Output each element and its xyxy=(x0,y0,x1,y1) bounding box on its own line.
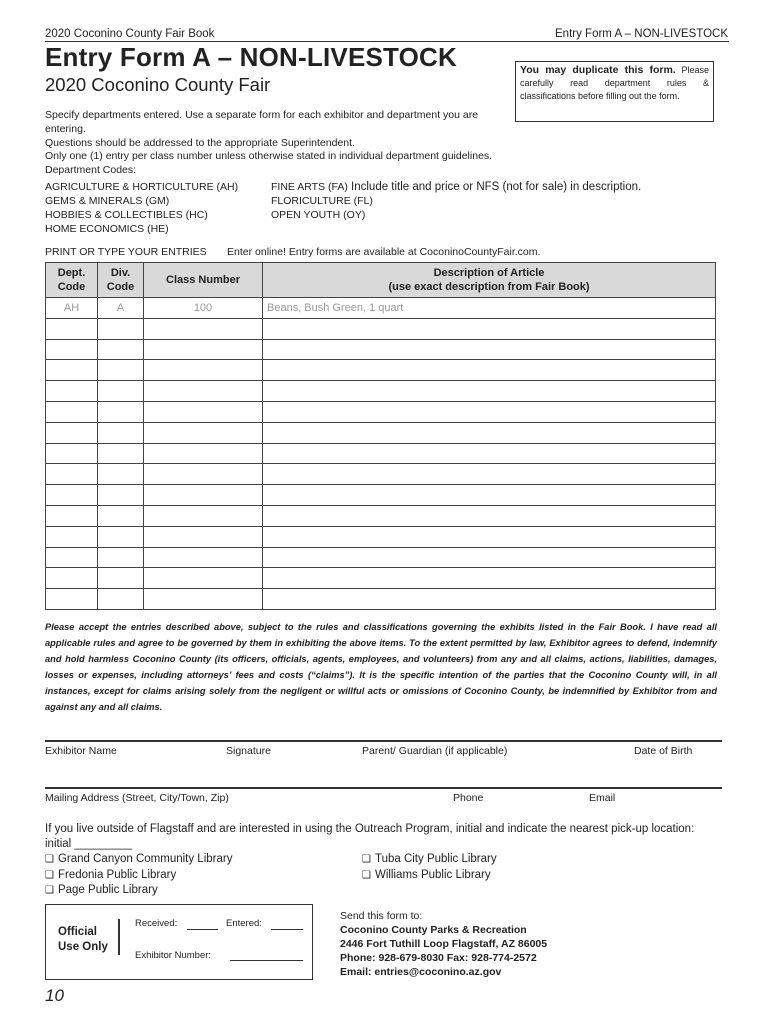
dept-code: AGRICULTURE & HORTICULTURE (AH) xyxy=(45,181,239,193)
table-header-row xyxy=(46,263,716,298)
class-number-cell[interactable] xyxy=(144,547,263,568)
dept-code-note: Include title and price or NFS (not for sale) in description. xyxy=(347,181,642,193)
dept-code: OPEN YOUTH (OY) xyxy=(271,209,366,221)
dept-code-cell[interactable] xyxy=(46,526,98,547)
official-use-box xyxy=(45,904,313,980)
online-note: Enter online! Entry forms are available at CoconinoCountyFair.com. xyxy=(227,246,541,258)
div-code-cell[interactable] xyxy=(98,547,144,568)
dept-codes-right xyxy=(271,180,641,222)
outreach-text: If you live outside of Flagstaff and are interested in using the Outreach Program, initial and indicate the nearest pick-up location: initial _________ xyxy=(45,823,695,850)
dept-code-cell[interactable] xyxy=(46,568,98,589)
email-label: Email xyxy=(589,792,616,804)
div-code-cell[interactable] xyxy=(98,526,144,547)
description-cell[interactable] xyxy=(263,422,716,443)
description-cell[interactable] xyxy=(263,589,716,610)
table-row xyxy=(46,526,716,547)
address-line[interactable] xyxy=(45,787,722,789)
description-cell[interactable] xyxy=(263,443,716,464)
instructions xyxy=(45,109,515,178)
page-number: 10 xyxy=(45,986,64,1005)
table-row xyxy=(46,568,716,589)
checkbox-icon[interactable]: ❑ xyxy=(45,869,54,881)
class-number-cell[interactable] xyxy=(144,443,263,464)
class-number-header: Class Number xyxy=(144,263,263,298)
library-list-left xyxy=(45,852,232,899)
dept-code-cell[interactable] xyxy=(46,422,98,443)
dept-code-header: Dept. Code xyxy=(46,263,98,298)
instruction-line: Only one (1) entry per class number unless otherwise stated in individual department guidelines. xyxy=(45,150,493,163)
running-header-book: 2020 Coconino County Fair Book xyxy=(45,28,215,40)
table-row xyxy=(46,464,716,485)
phone-label: Phone xyxy=(453,792,484,804)
instruction-line: Questions should be addressed to the appropriate Superintendent. xyxy=(45,136,355,149)
div-code-cell[interactable] xyxy=(98,339,144,360)
library-option[interactable]: ❑ Williams Public Library xyxy=(362,868,491,881)
description-cell[interactable] xyxy=(263,568,716,589)
class-number-cell[interactable] xyxy=(144,589,263,610)
official-label: Official Use Only xyxy=(58,926,108,953)
example-dept: AH xyxy=(46,298,98,319)
instruction-line: Department Codes: xyxy=(45,164,137,177)
description-cell[interactable] xyxy=(263,360,716,381)
description-cell[interactable] xyxy=(263,505,716,526)
signature-label: Signature xyxy=(226,745,271,757)
table-row xyxy=(46,547,716,568)
send-email: Email: entries@coconino.az.gov xyxy=(340,966,502,978)
dob-label: Date of Birth xyxy=(634,745,693,757)
dept-code-cell[interactable] xyxy=(46,318,98,339)
entries-table xyxy=(45,262,716,610)
div-code-cell[interactable] xyxy=(98,360,144,381)
div-code-cell[interactable] xyxy=(98,464,144,485)
page-subtitle: 2020 Coconino County Fair xyxy=(45,74,271,95)
dept-code-cell[interactable] xyxy=(46,339,98,360)
received-label: Received: xyxy=(135,918,178,929)
send-to-block xyxy=(340,909,547,979)
guardian-label: Parent/ Guardian (if applicable) xyxy=(362,745,508,757)
div-code-cell[interactable] xyxy=(98,381,144,402)
duplicate-note-box xyxy=(515,61,714,122)
class-number-cell[interactable] xyxy=(144,360,263,381)
div-code-cell[interactable] xyxy=(98,568,144,589)
div-code-cell[interactable] xyxy=(98,485,144,506)
dept-code-cell[interactable] xyxy=(46,589,98,610)
div-code-cell[interactable] xyxy=(98,401,144,422)
example-row xyxy=(46,298,716,319)
official-divider xyxy=(118,919,120,955)
description-cell[interactable] xyxy=(263,526,716,547)
example-description: Beans, Bush Green, 1 quart xyxy=(263,298,716,319)
print-instructions: PRINT OR TYPE YOUR ENTRIES xyxy=(45,246,207,258)
description-cell[interactable] xyxy=(263,485,716,506)
div-code-cell[interactable] xyxy=(98,318,144,339)
class-number-cell[interactable] xyxy=(144,526,263,547)
dept-code: FINE ARTS (FA) xyxy=(271,181,348,193)
class-number-cell[interactable] xyxy=(144,485,263,506)
div-code-cell[interactable] xyxy=(98,505,144,526)
instruction-line: Specify departments entered. Use a separate form for each exhibitor and department you are entering. xyxy=(45,109,479,135)
send-intro: Send this form to: xyxy=(340,910,423,922)
description-cell[interactable] xyxy=(263,464,716,485)
dept-code-cell[interactable] xyxy=(46,464,98,485)
library-option[interactable]: ❑ Page Public Library xyxy=(45,884,158,896)
table-row xyxy=(46,318,716,339)
dept-code-cell[interactable] xyxy=(46,505,98,526)
signature-line[interactable] xyxy=(45,740,722,742)
address-label: Mailing Address (Street, City/Town, Zip) xyxy=(45,792,229,804)
div-code-cell[interactable] xyxy=(98,589,144,610)
received-field[interactable] xyxy=(187,929,218,930)
legal-agreement: Please accept the entries described above, subject to the rules and classifications governing the exhibits listed in the Fair Book. I have read all applicable rules and agree to be governed by them in exhibiting the above items. To the extent permitted by law, Exhibitor agrees to defend, indemnify and hold harmless Coconino County (its officers, officials, agents, employees, and volunteers) from any and all claims, actions, liabilities, damages, losses or expenses, including attorneys’ fees and costs (“claims”). It is the specific intention of the parties that the Coconino County will, in all instances, except for claims arising solely from the negligent or willful acts or omissions of Coconino County, be indemnified by Exhibitor from and against any and all claims. xyxy=(45,622,717,712)
checkbox-icon[interactable]: ❑ xyxy=(45,854,54,865)
div-code-cell[interactable] xyxy=(98,422,144,443)
description-header: Description of Article (use exact description from Fair Book) xyxy=(263,263,716,298)
exhibitor-number-label: Exhibitor Number: xyxy=(135,950,212,961)
exhibitor-number-field[interactable] xyxy=(230,960,303,961)
running-header-form: Entry Form A – NON-LIVESTOCK xyxy=(555,28,728,40)
library-option[interactable]: ❑ Fredonia Public Library xyxy=(45,868,177,881)
send-org: Coconino County Parks & Recreation xyxy=(340,924,527,936)
table-row xyxy=(46,422,716,443)
class-number-cell[interactable] xyxy=(144,401,263,422)
exhibitor-name-label: Exhibitor Name xyxy=(45,745,117,757)
table-row xyxy=(46,589,716,610)
send-phones: Phone: 928-679-8030 Fax: 928-774-2572 xyxy=(340,952,537,964)
dept-code-cell[interactable] xyxy=(46,401,98,422)
description-cell[interactable] xyxy=(263,401,716,422)
duplicate-note-text: Please carefully read department rules & classifications before filling out the form. xyxy=(520,65,709,101)
class-number-cell[interactable] xyxy=(144,339,263,360)
class-number-cell[interactable] xyxy=(144,422,263,443)
table-row xyxy=(46,360,716,381)
dept-code-cell[interactable] xyxy=(46,485,98,506)
dept-code-cell[interactable] xyxy=(46,443,98,464)
library-option[interactable]: ❑ Grand Canyon Community Library xyxy=(45,853,233,865)
table-row xyxy=(46,339,716,360)
class-number-cell[interactable] xyxy=(144,505,263,526)
class-number-cell[interactable] xyxy=(144,318,263,339)
description-cell[interactable] xyxy=(263,318,716,339)
class-number-cell[interactable] xyxy=(144,464,263,485)
dept-code: HOME ECONOMICS (HE) xyxy=(45,223,169,235)
example-div: A xyxy=(98,298,144,319)
class-number-cell[interactable] xyxy=(144,568,263,589)
table-row xyxy=(46,381,716,402)
dept-code: FLORICULTURE (FL) xyxy=(271,195,373,207)
checkbox-icon[interactable]: ❑ xyxy=(45,885,54,896)
div-code-cell[interactable] xyxy=(98,443,144,464)
page-title: Entry Form A – NON-LIVESTOCK xyxy=(45,42,458,72)
dept-code: GEMS & MINERALS (GM) xyxy=(45,195,170,207)
class-number-cell[interactable] xyxy=(144,381,263,402)
table-row xyxy=(46,401,716,422)
library-list-right xyxy=(362,852,497,883)
description-cell[interactable] xyxy=(263,339,716,360)
description-cell[interactable] xyxy=(263,547,716,568)
div-code-header: Div. Code xyxy=(98,263,144,298)
checkbox-icon[interactable]: ❑ xyxy=(362,869,371,881)
dept-code-cell[interactable] xyxy=(46,547,98,568)
dept-code-cell[interactable] xyxy=(46,360,98,381)
entered-field[interactable] xyxy=(271,929,303,930)
dept-codes-left xyxy=(45,180,238,236)
library-option[interactable]: ❑ Tuba City Public Library xyxy=(362,853,497,865)
example-class: 100 xyxy=(144,298,263,319)
table-row xyxy=(46,505,716,526)
table-row xyxy=(46,485,716,506)
duplicate-note-heading: You may duplicate this form. xyxy=(520,64,676,76)
entered-label: Entered: xyxy=(226,918,262,929)
dept-code: HOBBIES & COLLECTIBLES (HC) xyxy=(45,209,208,221)
table-row xyxy=(46,443,716,464)
description-cell[interactable] xyxy=(263,381,716,402)
checkbox-icon[interactable]: ❑ xyxy=(362,854,371,865)
send-address: 2446 Fort Tuthill Loop Flagstaff, AZ 86005 xyxy=(340,938,548,950)
dept-code-cell[interactable] xyxy=(46,381,98,402)
